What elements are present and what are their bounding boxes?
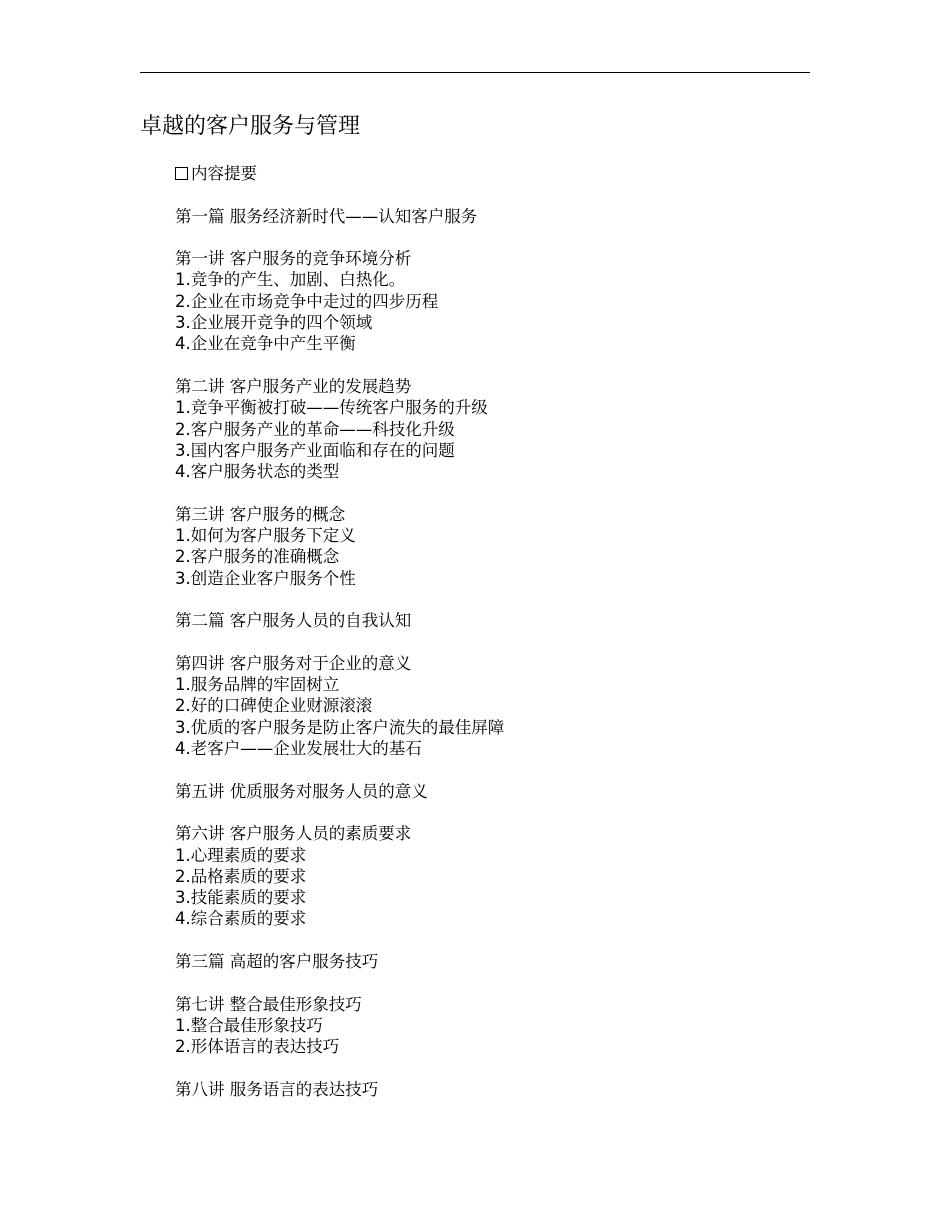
lecture-heading: 第七讲 整合最佳形象技巧 <box>175 994 362 1014</box>
list-item: 3.国内客户服务产业面临和存在的问题 <box>175 440 455 460</box>
list-item: 4.综合素质的要求 <box>175 909 307 929</box>
lecture-heading: 第五讲 优质服务对服务人员的意义 <box>175 781 428 801</box>
part-heading: 第二篇 客户服务人员的自我认知 <box>175 611 412 631</box>
lecture-heading: 第三讲 客户服务的概念 <box>175 504 346 524</box>
list-item: 2.客户服务产业的革命——科技化升级 <box>175 419 455 439</box>
list-item: 4.客户服务状态的类型 <box>175 462 340 482</box>
list-item: 2.形体语言的表达技巧 <box>175 1037 340 1057</box>
list-item: 1.服务品牌的牢固树立 <box>175 675 340 695</box>
list-item: 2.品格素质的要求 <box>175 866 307 886</box>
list-item: 4.企业在竞争中产生平衡 <box>175 334 356 354</box>
lecture-heading: 第八讲 服务语言的表达技巧 <box>175 1079 379 1099</box>
list-item: 1.竞争的产生、加剧、白热化。 <box>175 270 406 290</box>
document-title: 卓越的客户服务与管理 <box>140 114 361 139</box>
list-item: 3.优质的客户服务是防止客户流失的最佳屏障 <box>175 717 505 737</box>
list-item: 2.企业在市场竞争中走过的四步历程 <box>175 291 439 311</box>
list-item: 3.技能素质的要求 <box>175 888 307 908</box>
checkbox-icon <box>175 167 188 180</box>
list-item: 3.创造企业客户服务个性 <box>175 568 356 588</box>
list-item: 1.竞争平衡被打破——传统客户服务的升级 <box>175 398 488 418</box>
list-item: 2.客户服务的准确概念 <box>175 547 340 567</box>
list-item: 1.如何为客户服务下定义 <box>175 526 356 546</box>
header-rule <box>140 72 810 73</box>
part-heading: 第三篇 高超的客户服务技巧 <box>175 951 379 971</box>
document-content <box>175 163 795 1100</box>
lecture-heading: 第二讲 客户服务产业的发展趋势 <box>175 376 412 396</box>
lecture-heading: 第一讲 客户服务的竞争环境分析 <box>175 249 412 269</box>
summary-heading-label: 内容提要 <box>191 164 257 183</box>
list-item: 1.整合最佳形象技巧 <box>175 1015 323 1035</box>
list-item: 1.心理素质的要求 <box>175 845 307 865</box>
lecture-heading: 第六讲 客户服务人员的素质要求 <box>175 824 412 844</box>
list-item: 2.好的口碑使企业财源滚滚 <box>175 696 373 716</box>
summary-heading <box>175 163 795 184</box>
lecture-heading: 第四讲 客户服务对于企业的意义 <box>175 653 412 673</box>
part-heading: 第一篇 服务经济新时代——认知客户服务 <box>175 206 478 226</box>
list-item: 3.企业展开竞争的四个领域 <box>175 313 373 333</box>
list-item: 4.老客户——企业发展壮大的基石 <box>175 739 422 759</box>
